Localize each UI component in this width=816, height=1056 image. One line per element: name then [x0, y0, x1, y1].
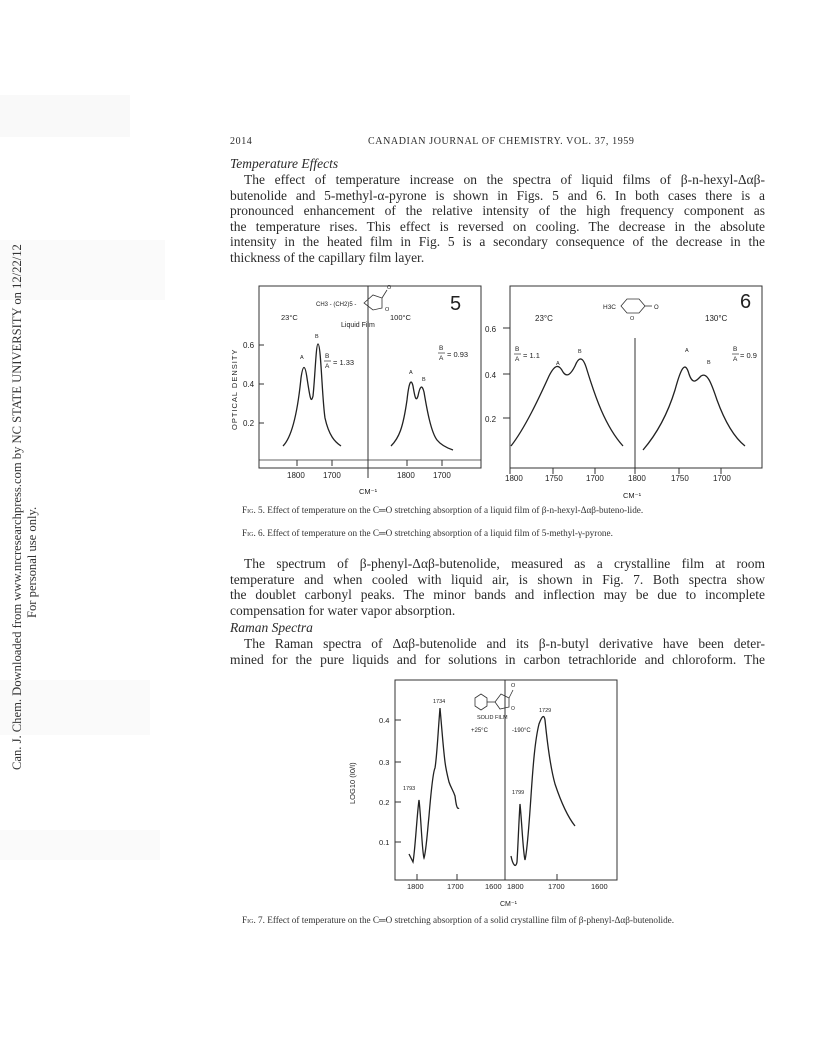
sample-state-label: Liquid Film: [341, 322, 375, 329]
y-tick-label: 0.2: [243, 419, 255, 428]
text-line: the doublet carbonyl peaks. The minor bands and inflection may be due to incomplete: [230, 587, 765, 603]
svg-text:A: A: [733, 356, 738, 363]
x-tick-label: 1700: [548, 882, 565, 891]
x-tick-label: 1800: [287, 471, 305, 480]
spectrum-line: [643, 367, 745, 450]
x-tick-label: 1700: [586, 474, 604, 483]
svg-text:O: O: [387, 285, 392, 291]
x-tick-label: 1700: [433, 471, 451, 480]
svg-text:O: O: [511, 683, 516, 689]
svg-text:B: B: [439, 345, 444, 352]
text-line: butenolide and 5-methyl-α-pyrone is shown in Figs. 5 and 6. In both cases there is a: [230, 187, 765, 203]
page-number: 2014: [230, 136, 253, 147]
x-tick-label: 1800: [407, 882, 424, 891]
text-line: pronounced enhancement of the relative intensity of the high frequency component as: [230, 203, 765, 219]
svg-text:B: B: [515, 346, 520, 353]
caption-label: Fig. 5.: [242, 505, 265, 515]
spectrum-line: [409, 708, 459, 862]
temperature-label: 23°C: [535, 314, 553, 323]
spectrum-line: [391, 382, 453, 450]
figure-6: [483, 278, 768, 500]
figure-5: [225, 278, 487, 500]
x-tick-label: 1800: [628, 474, 646, 483]
lactone-ring-icon: [364, 295, 382, 310]
x-tick-label: 1750: [671, 474, 689, 483]
figure-7-caption: [230, 915, 765, 926]
y-tick-label: 0.4: [379, 716, 390, 725]
scan-artifact: [0, 95, 130, 137]
download-notice: [2, 170, 42, 770]
svg-text:B: B: [325, 353, 330, 360]
figure-6-caption: [230, 528, 765, 539]
caption-text: Effect of temperature on the C═O stretching absorption of a liquid film of β-n-hexyl-Δαβ-buteno-lide.: [267, 505, 644, 515]
y-axis-label: OPTICAL DENSITY: [230, 348, 239, 430]
y-tick-label: 0.4: [485, 371, 497, 380]
ratio-value: = 0.9: [740, 351, 757, 360]
download-notice-line1: Can. J. Chem. Downloaded from www.nrcresearchpress.com by NC STATE UNIVERSITY on 12/22/12: [10, 244, 24, 770]
pyrone-ring-icon: [621, 299, 645, 313]
caption-text: Effect of temperature on the C═O stretching absorption of a solid crystalline film of β-phenyl-Δαβ-butenolide.: [267, 915, 675, 925]
spectrum-line: [511, 359, 623, 446]
svg-text:B: B: [315, 334, 319, 340]
temperature-label: -190°C: [512, 728, 531, 734]
caption-label: Fig. 7.: [242, 915, 265, 925]
y-tick-label: 0.6: [485, 325, 497, 334]
peak-label: 1729: [539, 708, 552, 714]
x-axis-label: CM⁻¹: [500, 901, 517, 908]
svg-text:A: A: [439, 355, 444, 362]
ratio-value: = 1.1: [523, 351, 540, 360]
svg-text:O: O: [385, 307, 390, 313]
x-tick-label: 1600: [485, 882, 502, 891]
molecule-substituent: CH3 - (CH2)5 -: [316, 302, 357, 308]
y-axis-label: LOG10 (I0/I): [348, 762, 357, 804]
x-axis-label: CM⁻¹: [359, 487, 378, 496]
svg-text:A: A: [325, 363, 330, 370]
text-line: temperature and when cooled with liquid air, is shown in Fig. 7. Both spectra show: [230, 571, 765, 587]
svg-text:A: A: [556, 361, 560, 367]
temperature-label: 23°C: [281, 313, 298, 322]
figure-7-frame: [395, 680, 617, 880]
y-tick-label: 0.4: [243, 380, 255, 389]
peak-label: 1799: [512, 790, 525, 796]
paragraph-phenyl: [230, 556, 765, 618]
running-header: [230, 136, 765, 150]
text-line: thickness of the capillary film layer.: [230, 249, 425, 265]
peak-label: 1793: [403, 786, 416, 792]
svg-text:B: B: [422, 377, 426, 383]
text-line: The effect of temperature increase on the spectra of liquid films of β-n-hexyl-Δαβ-: [244, 172, 765, 187]
lactone-ring-icon: [495, 694, 509, 709]
scan-artifact: [0, 830, 160, 860]
svg-text:O: O: [654, 305, 659, 311]
temperature-label: +25°C: [471, 728, 488, 734]
text-line: compensation for water vapor absorption.: [230, 602, 456, 618]
x-tick-label: 1700: [447, 882, 464, 891]
x-tick-label: 1700: [323, 471, 341, 480]
y-tick-label: 0.3: [379, 758, 390, 767]
text-line: mined for the pure liquids and for solutions in carbon tetrachloride and chloroform. The: [230, 651, 765, 667]
text-line: the temperature rises. This effect is reversed on cooling. The decrease in the absolute: [230, 218, 765, 234]
y-tick-label: 0.1: [379, 838, 390, 847]
y-tick-label: 0.2: [485, 415, 497, 424]
peak-label: 1734: [433, 699, 446, 705]
ratio-value: = 0.93: [447, 350, 469, 359]
x-tick-label: 1600: [591, 882, 608, 891]
figure-5-caption: [230, 505, 765, 516]
svg-text:A: A: [685, 348, 689, 354]
molecule-substituent: H3C: [603, 304, 617, 311]
section-title-raman: Raman Spectra: [230, 620, 313, 635]
svg-text:O: O: [511, 706, 515, 712]
y-tick-label: 0.6: [243, 341, 255, 350]
y-tick-label: 0.2: [379, 798, 390, 807]
paragraph-temperature: [230, 172, 765, 266]
x-tick-label: 1800: [507, 882, 524, 891]
svg-text:A: A: [515, 356, 520, 363]
temperature-label: 100°C: [390, 313, 411, 322]
text-line: The spectrum of β-phenyl-Δαβ-butenolide, measured as a crystalline film at room: [244, 556, 765, 571]
text-line: The Raman spectra of Δαβ-butenolide and its β-n-butyl derivative have been deter-: [244, 636, 765, 651]
figure-7: [335, 676, 625, 912]
svg-text:B: B: [707, 360, 711, 366]
x-tick-label: 1800: [397, 471, 415, 480]
text-line: intensity in the heated film in Fig. 5 is a secondary consequence of the decrease in the: [230, 234, 765, 250]
caption-text: Effect of temperature on the C═O stretching absorption of a liquid film of 5-methyl-γ-pyrone.: [267, 528, 613, 538]
x-tick-label: 1750: [545, 474, 563, 483]
sample-state-label: SOLID FILM: [477, 715, 508, 721]
download-notice-line2: For personal use only.: [25, 506, 39, 618]
caption-label: Fig. 6.: [242, 528, 265, 538]
figure-number: 5: [450, 293, 462, 315]
figure-number: 6: [740, 291, 752, 313]
svg-text:A: A: [300, 355, 304, 361]
svg-text:O: O: [630, 316, 635, 322]
benzene-ring-icon: [475, 694, 487, 710]
section-title-temperature: Temperature Effects: [230, 156, 339, 171]
svg-text:B: B: [578, 349, 582, 355]
ratio-value: = 1.33: [333, 358, 355, 367]
temperature-label: 130°C: [705, 314, 728, 323]
paragraph-raman: [230, 636, 765, 667]
x-tick-label: 1800: [505, 474, 523, 483]
svg-text:B: B: [733, 346, 738, 353]
journal-title: CANADIAN JOURNAL OF CHEMISTRY. VOL. 37, 1959: [368, 136, 635, 147]
x-axis-label: CM⁻¹: [623, 491, 642, 500]
x-tick-label: 1700: [713, 474, 731, 483]
svg-text:A: A: [409, 370, 413, 376]
